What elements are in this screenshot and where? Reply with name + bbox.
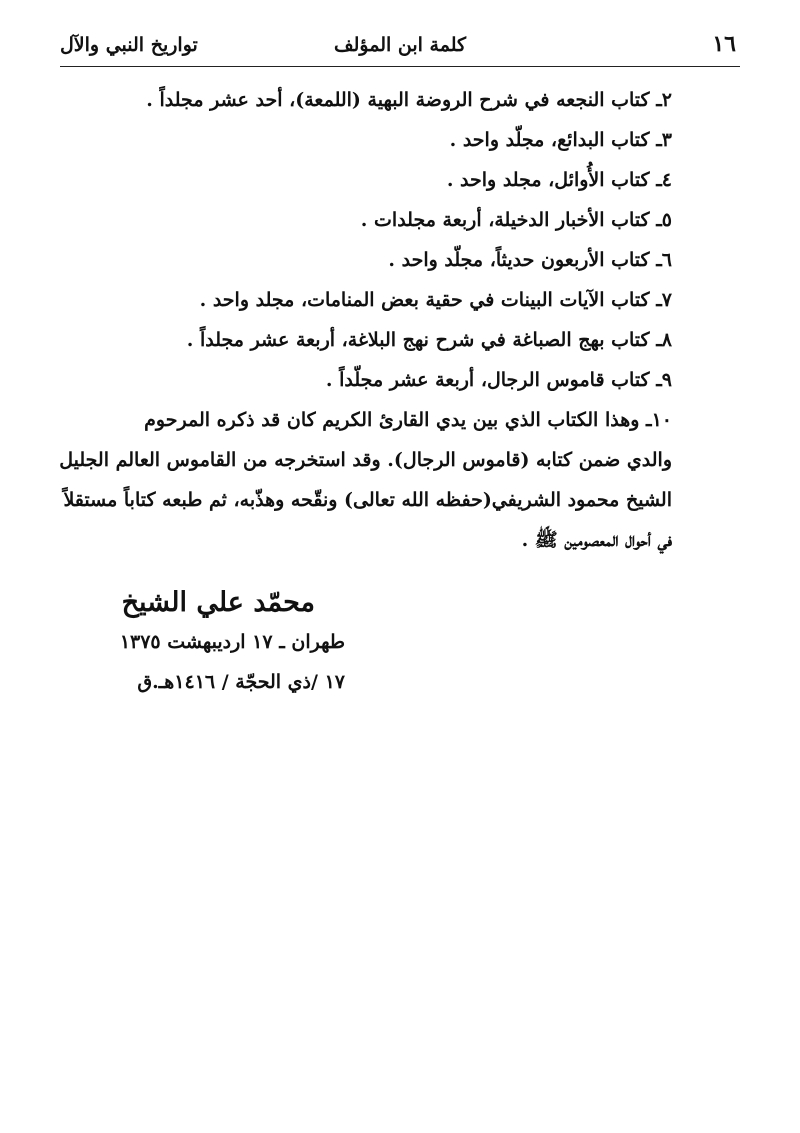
main-text xyxy=(59,80,712,560)
page-header xyxy=(60,28,740,67)
chapter-title: كلمة ابن المؤلف xyxy=(333,34,467,56)
page-number: ١٦ xyxy=(712,31,736,57)
hijri-date: ١٧ /ذي الحجّة / ١٤١٦هـ.ق xyxy=(137,671,345,693)
list-item: ٩ـ كتاب قاموس الرجال، أربعة عشر مجلّداً . xyxy=(325,369,672,391)
book-title: تواريخ النبي والآل xyxy=(60,34,198,56)
list-item: ٧ـ كتاب الآيات البينات في حقية بعض المنامات، مجلد واحد . xyxy=(199,289,672,311)
list-item: ٨ـ كتاب بهج الصباغة في شرح نهج البلاغة، أربعة عشر مجلداً . xyxy=(186,329,672,351)
paragraph-line: في أحوال المعصومين ﷺ . xyxy=(521,529,672,551)
closing-paragraph xyxy=(52,400,672,560)
paragraph-line: الشيخ محمود الشريفي(حفظه الله تعالى) ونقّحه وهذّبه، ثم طبعه كتاباً مستقلاً xyxy=(63,489,672,511)
list-item: ٣ـ كتاب البدائع، مجلّد واحد . xyxy=(449,129,672,151)
paragraph-line: ١٠ـ وهذا الكتاب الذي بين يدي القارئ الكريم كان قد ذكره المرحوم xyxy=(144,409,672,431)
signature-block xyxy=(85,584,345,702)
list-item: ٤ـ كتاب الأُوائل، مجلد واحد . xyxy=(446,169,672,191)
list-item: ٦ـ كتاب الأربعون حديثاً، مجلّد واحد . xyxy=(388,249,672,271)
author-name: محمّد علي الشيخ xyxy=(121,587,315,618)
list-item: ٢ـ كتاب النجعه في شرح الروضة البهية (اللمعة)، أحد عشر مجلداً . xyxy=(146,89,672,111)
list-item: ٥ـ كتاب الأخبار الدخيلة، أربعة مجلدات . xyxy=(360,209,672,231)
place-date: طهران ـ ١٧ ارديبهشت ١٣٧٥ xyxy=(119,631,345,653)
paragraph-line: والدي ضمن كتابه (قاموس الرجال). وقد استخرجه من القاموس العالم الجليل xyxy=(59,449,672,471)
